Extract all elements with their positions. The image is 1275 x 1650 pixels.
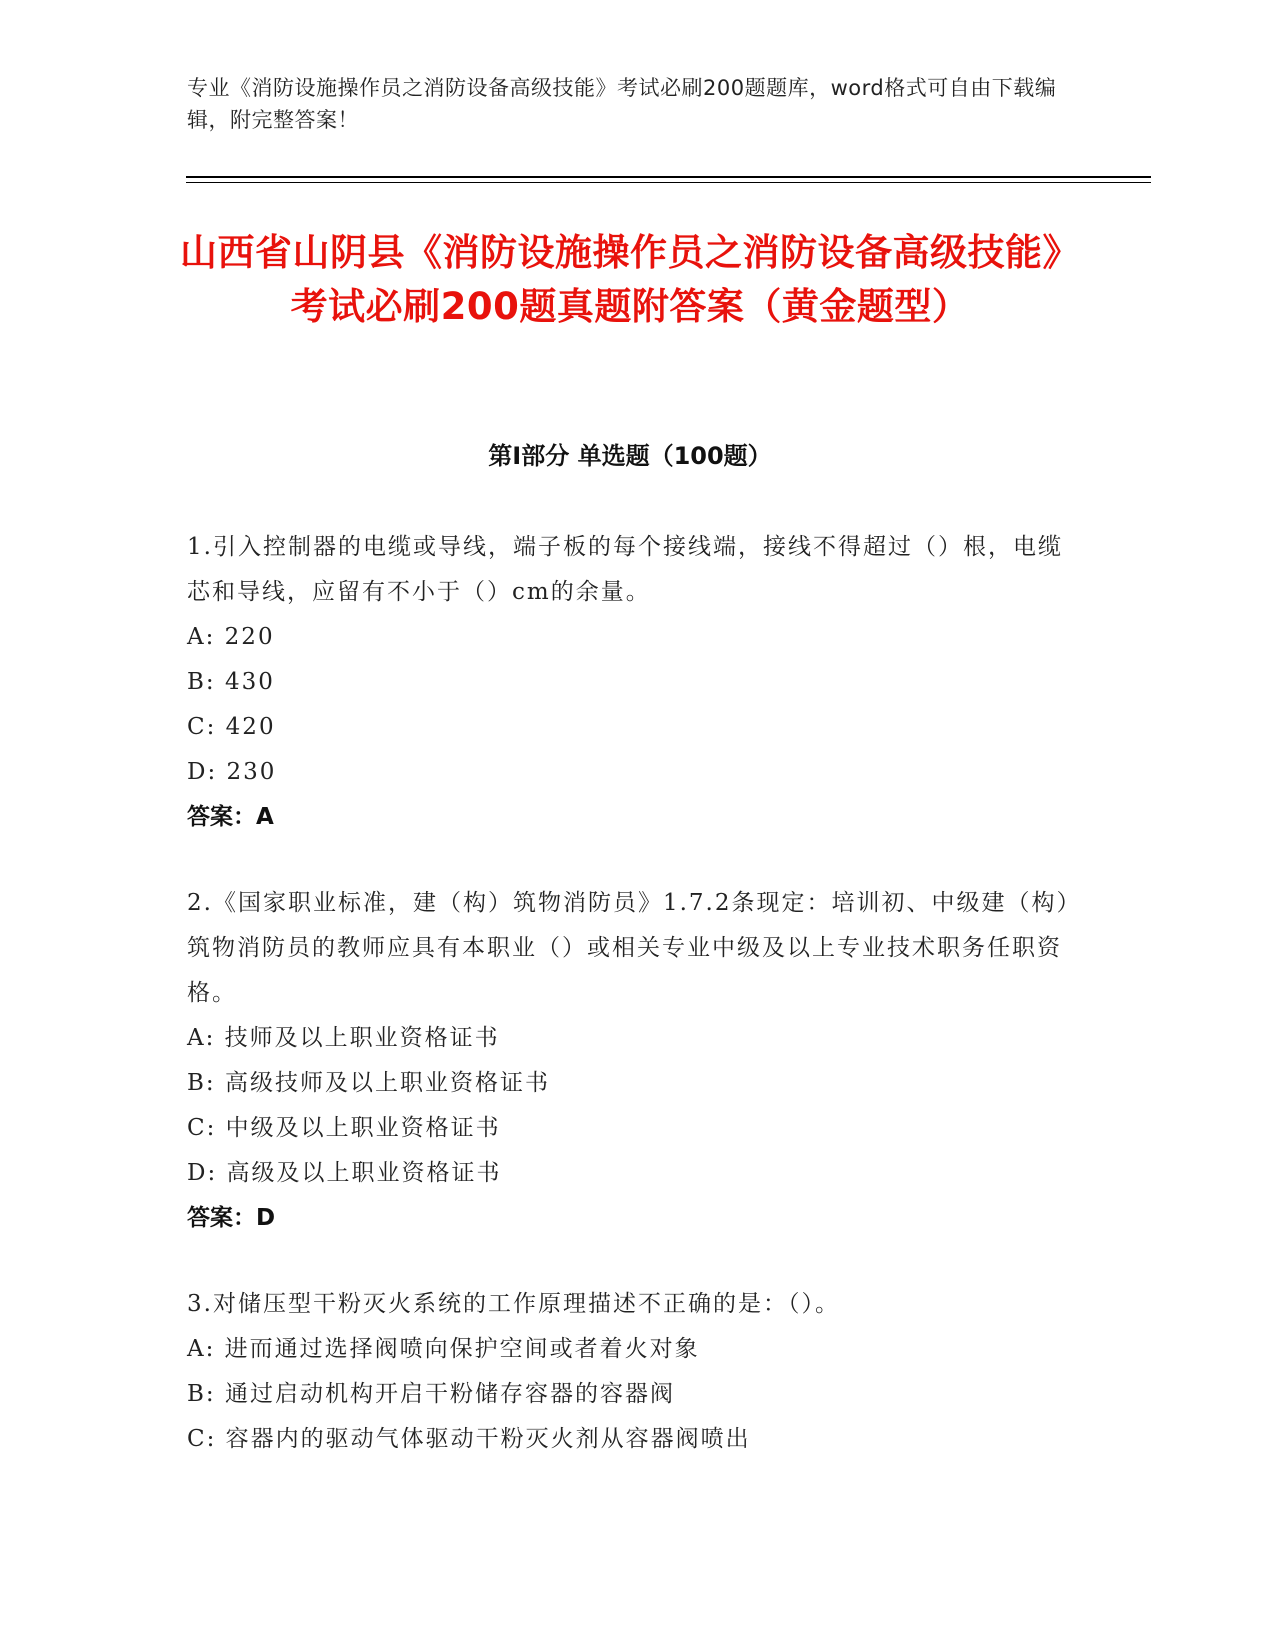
option-b xyxy=(187,660,1087,705)
header-divider-thick xyxy=(186,176,1151,178)
question-stem: 1.引入控制器的电缆或导线，端子板的每个接线端，接线不得超过（）根，电缆芯和导线，应留有不小于（）cm的余量。 xyxy=(187,534,1063,605)
option-key: A: xyxy=(187,624,216,650)
option-text: 通过启动机构开启干粉储存容器的容器阀 xyxy=(224,1381,675,1407)
option-c xyxy=(187,1417,1087,1462)
option-text: 高级技师及以上职业资格证书 xyxy=(224,1070,550,1096)
option-key: C: xyxy=(187,1115,217,1141)
question-3 xyxy=(187,1282,1087,1462)
header-divider-thin xyxy=(186,182,1151,183)
answer-line: 答案：A xyxy=(187,804,274,830)
option-key: B: xyxy=(187,1070,216,1096)
option-key: A: xyxy=(187,1336,216,1362)
document-title: 山西省山阴县《消防设施操作员之消防设备高级技能》考试必刷200题真题附答案（黄金题型） xyxy=(180,231,1080,328)
option-key: C: xyxy=(187,714,217,740)
option-a xyxy=(187,615,1087,660)
question-stem: 2.《国家职业标准，建（构）筑物消防员》1.7.2条现定：培训初、中级建（构）筑物消防员的教师应具有本职业（）或相关专业中级及以上专业技术职务任职资格。 xyxy=(187,890,1082,1006)
option-a xyxy=(187,1327,1087,1372)
option-text: 中级及以上职业资格证书 xyxy=(225,1115,501,1141)
option-text: 430 xyxy=(224,669,275,695)
option-text: 容器内的驱动气体驱动干粉灭火剂从容器阀喷出 xyxy=(225,1426,751,1452)
option-key: C: xyxy=(187,1426,217,1452)
option-b xyxy=(187,1372,1087,1417)
option-text: 230 xyxy=(226,759,277,785)
option-d xyxy=(187,1151,1087,1196)
option-c xyxy=(187,1106,1087,1151)
option-key: D: xyxy=(187,1160,218,1186)
option-key: B: xyxy=(187,1381,216,1407)
option-key: D: xyxy=(187,759,218,785)
option-key: B: xyxy=(187,669,216,695)
option-text: 220 xyxy=(224,624,275,650)
header-note: 专业《消防设施操作员之消防设备高级技能》考试必刷200题题库，word格式可自由下载编辑，附完整答案！ xyxy=(187,76,1057,132)
question-1 xyxy=(187,525,1087,840)
question-2 xyxy=(187,881,1087,1241)
option-b xyxy=(187,1061,1087,1106)
question-stem: 3.对储压型干粉灭火系统的工作原理描述不正确的是：（）。 xyxy=(187,1291,840,1317)
option-key: A: xyxy=(187,1025,216,1051)
section-title: 第I部分 单选题（100题） xyxy=(488,442,772,470)
option-a xyxy=(187,1016,1087,1061)
option-text: 技师及以上职业资格证书 xyxy=(224,1025,500,1051)
question-list xyxy=(187,525,1087,1503)
option-text: 进而通过选择阀喷向保护空间或者着火对象 xyxy=(224,1336,700,1362)
answer-line: 答案：D xyxy=(187,1205,276,1231)
option-c xyxy=(187,705,1087,750)
option-text: 420 xyxy=(225,714,276,740)
option-text: 高级及以上职业资格证书 xyxy=(226,1160,502,1186)
option-d xyxy=(187,750,1087,795)
